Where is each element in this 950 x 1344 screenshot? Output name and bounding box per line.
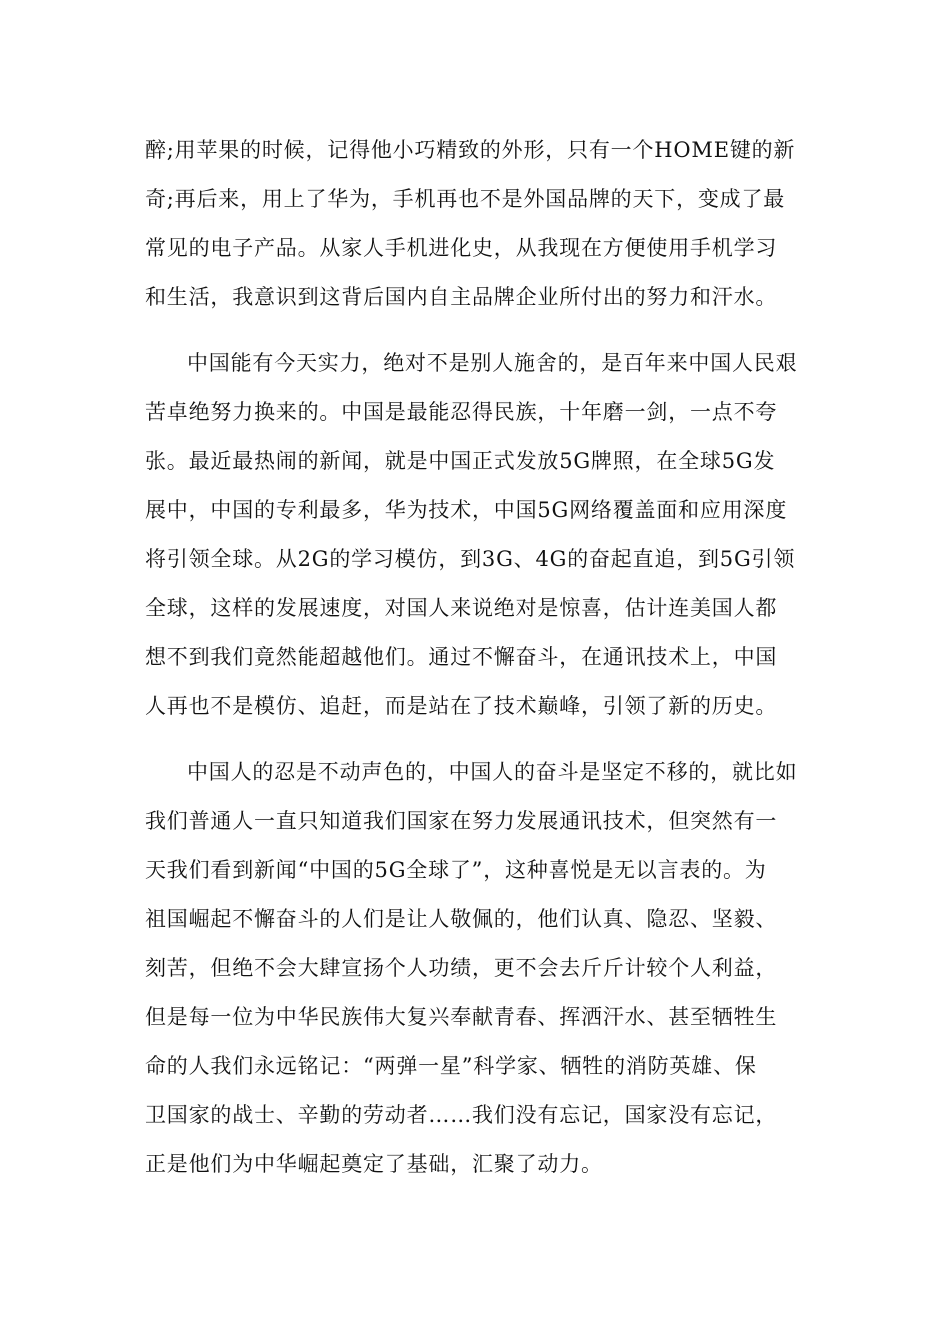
paragraph-line: 苦卓绝努力换来的。中国是最能忍得民族，十年磨一剑，一点不夸: [145, 400, 778, 424]
paragraph-line: 全球，这样的发展速度，对国人来说绝对是惊喜，估计连美国人都: [145, 596, 778, 620]
paragraph-line: 祖国崛起不懈奋斗的人们是让人敬佩的，他们认真、隐忍、坚毅、: [145, 907, 778, 931]
paragraph-line: 中国人的忍是不动声色的，中国人的奋斗是坚定不移的，就比如: [187, 760, 798, 784]
paragraph-line: 我们普通人一直只知道我们国家在努力发展通讯技术，但突然有一: [145, 809, 778, 833]
paragraph-line: 正是他们为中华崛起奠定了基础，汇聚了动力。: [145, 1152, 603, 1176]
paragraph-line: 醉;用苹果的时候，记得他小巧精致的外形，只有一个HOME键的新: [145, 138, 796, 162]
paragraph-line: 但是每一位为中华民族伟大复兴奉献青春、挥洒汗水、甚至牺牲生: [145, 1005, 778, 1029]
paragraph-line: 刻苦，但绝不会大肆宣扬个人功绩，更不会去斤斤计较个人利益，: [145, 956, 778, 980]
paragraph-line: 想不到我们竟然能超越他们。通过不懈奋斗，在通讯技术上，中国: [145, 645, 778, 669]
paragraph-line: 展中，中国的专利最多，华为技术，中国5G网络覆盖面和应用深度: [145, 498, 788, 522]
paragraph-line: 将引领全球。从2G的学习模仿，到3G、4G的奋起直追，到5G引领: [145, 547, 796, 571]
paragraph-line: 和生活，我意识到这背后国内自主品牌企业所付出的努力和汗水。: [145, 285, 778, 309]
paragraph-line: 卫国家的战士、辛勤的劳动者……我们没有忘记，国家没有忘记，: [145, 1103, 778, 1127]
paragraph-line: 张。最近最热闹的新闻，就是中国正式发放5G牌照，在全球5G发: [145, 449, 776, 473]
paragraph-line: 常见的电子产品。从家人手机进化史，从我现在方便使用手机学习: [145, 236, 778, 260]
paragraph-line: 命的人我们永远铭记：“两弹一星”科学家、牺牲的消防英雄、保: [145, 1054, 757, 1078]
paragraph-line: 天我们看到新闻“中国的5G全球了”，这种喜悦是无以言表的。为: [145, 858, 767, 882]
paragraph-line: 中国能有今天实力，绝对不是别人施舍的，是百年来中国人民艰: [187, 351, 798, 375]
paragraph-line: 人再也不是模仿、追赶，而是站在了技术巅峰，引领了新的历史。: [145, 694, 778, 718]
paragraph-line: 奇;再后来，用上了华为，手机再也不是外国品牌的天下，变成了最: [145, 187, 786, 211]
